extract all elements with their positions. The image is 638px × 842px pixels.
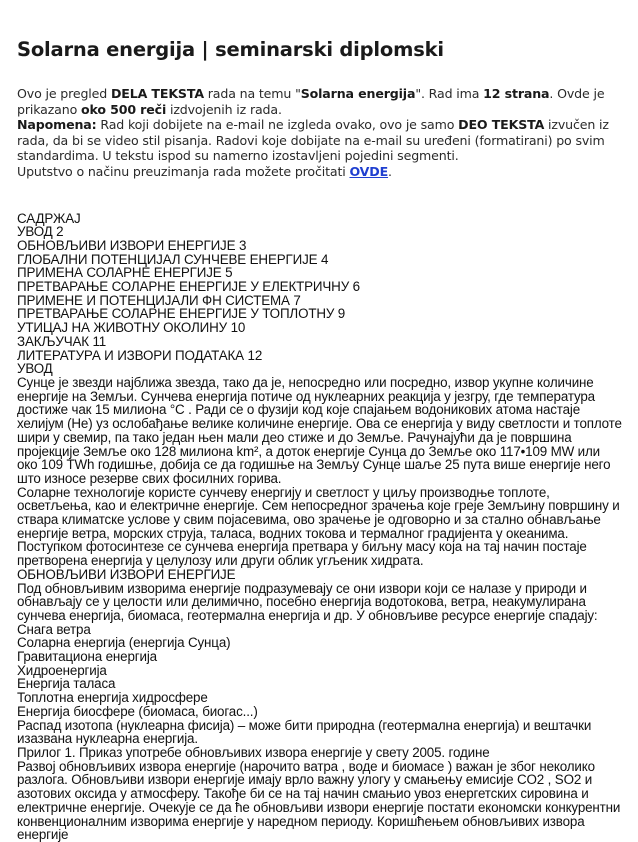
list-item: Снага ветра bbox=[17, 621, 91, 637]
list-item: Хидроенергија bbox=[17, 662, 107, 678]
note-label: Napomena: bbox=[17, 117, 97, 133]
intro-emphasis: DELA TEKSTA bbox=[110, 86, 204, 101]
intro-instructions bbox=[17, 164, 623, 180]
instructions-text: Uputstvo o načinu preuzimanja rada možete pročitati bbox=[17, 163, 350, 179]
document-body bbox=[17, 212, 623, 842]
page-title: Solarna energija | seminarski diplomski bbox=[17, 38, 444, 61]
toc-entry: ЛИТЕРАТУРА И ИЗВОРИ ПОДАТАКА 12 bbox=[17, 347, 263, 363]
toc-entry: ПРЕТВАРАЊЕ СОЛАРНЕ ЕНЕРГИЈЕ У ТОПЛОТНУ 9 bbox=[17, 306, 346, 322]
intro-text: ". Rad ima bbox=[415, 86, 484, 101]
intro-text: Ovo je pregled bbox=[17, 86, 111, 101]
intro-text: . Ovde je prikazano bbox=[17, 86, 605, 117]
list-item: Енергија биосфере (биомаса, биогас...) bbox=[17, 703, 258, 719]
paragraph: Под обновљивим изворима енергије подразумевају се они извори који се налазе у природи и обнављају се у целости или делимично, посебно енергија водотокова, ветра, неакумулирана сунчева енергија, биомаса, геотермална енергија и др. У обновљиве ресурсе енергије спадају: bbox=[17, 580, 598, 623]
list-item: Распад изотопа (нуклеарна фисија) – може бити природна (геотермална енергија) и вештачки изазвана нуклеарна енергија. bbox=[17, 717, 592, 747]
list-item: Гравитациона енергија bbox=[17, 649, 157, 665]
figure-caption: Прилог 1. Приказ употребе обновљивих извора енергије у свету 2005. године bbox=[17, 744, 490, 760]
list-item: Топлотна енергија хидросфере bbox=[17, 690, 208, 706]
section-heading: ОБНОВЉИВИ ИЗВОРИ ЕНЕРГИЈЕ bbox=[17, 566, 236, 582]
toc-entry: ПРЕТВАРАЊЕ СОЛАРНЕ ЕНЕРГИЈЕ У ЕЛЕКТРИЧНУ 6 bbox=[17, 279, 360, 295]
paragraph: Соларне технологије користе сунчеву енергију и светлост у циљу производње топлоте, осветљења, као и електричне енергије. Сем непосредног зрачења које греје Земљину површину и ствара климатске услове у свим појасевима, ово зрачење је одговорно и за стално обнављање енергије ветра, морских струја, таласа, водних токова и термалног градијента у океанима. Поступком фотосинтезе се сунчева енергија претвара у биљну масу која на тај начин постаје претворена енергија у целулозу или други облик угљеник хидрата. bbox=[17, 484, 620, 569]
paragraph: Сунце је звезди најближа звезда, тако да је, непосредно или посредно, извор укупне количине енергије на Земљи. Сунчева енергија потиче од нуклеарних реакција у језгру, где температура достиже чак 15 милиона °C . Ради се о фузији код које спајањем водоникових атома настаје хелијум (Не) уз ослобађање велике количине енергије. Ова се енергија у виду светлости и топлоте шири у свемир, па тако један њен мали део стиже и до Земље. Рачунајући да је површина пројекције Земље око 128 милиона km², а доток енергије Сунца до Земље око 117•109 MW или око 109 TWh годишње, добија се да годишње на Земљу Сунце шаље 25 пута више енергије него што износе резерве свих фосилних горива. bbox=[17, 375, 622, 486]
toc-entry: ПРИМЕНА СОЛАРНЕ ЕНЕРГИЈЕ 5 bbox=[17, 265, 233, 281]
intro-block bbox=[17, 86, 623, 180]
section-heading: УВОД bbox=[17, 361, 53, 377]
toc-entry: УТИЦАЈ НА ЖИВОТНУ ОКОЛИНУ 10 bbox=[17, 320, 246, 336]
intro-topic: Solarna energija bbox=[300, 86, 416, 101]
toc-entry: ПРИМЕНЕ И ПОТЕНЦИЈАЛИ ФН СИСТЕМА 7 bbox=[17, 292, 301, 308]
instructions-period: . bbox=[388, 163, 392, 179]
note-emphasis: DEO TEKSTA bbox=[458, 117, 545, 133]
toc-entry: УВОД 2 bbox=[17, 224, 64, 240]
intro-text: izdvojenih iz rada. bbox=[166, 101, 282, 117]
list-item: Енергија таласа bbox=[17, 676, 116, 692]
toc-entry: ГЛОБАЛНИ ПОТЕНЦИЈАЛ СУНЧЕВЕ ЕНЕРГИЈЕ 4 bbox=[17, 251, 329, 267]
paragraph: Развој обновљивих извора енергије (нарочито ватра , воде и биомасе ) важан је због неколико разлога. Обновљиви извори енергије имају врло важну улогу у смањењу емисије CO2 , SO2 и азотових оксида у атмосферу. Такође би се на тај начин смањио увоз енергетских сировина и електричне енергије. Очекује се да ће обновљиви извори енергије постати економски конкурентни конвенционалним изворима енергије у наредном периоду. Коришћењем обновљивих извора енергије bbox=[17, 758, 621, 842]
note-text: Rad koji dobijete na e-mail ne izgleda ovako, ovo je samo bbox=[96, 117, 459, 133]
document-page bbox=[17, 38, 623, 842]
intro-summary bbox=[17, 86, 623, 117]
intro-page-count: 12 strana bbox=[483, 86, 550, 101]
toc-entry: ОБНОВЉИВИ ИЗВОРИ ЕНЕРГИЈЕ 3 bbox=[17, 237, 247, 253]
list-item: Соларна енергија (енергија Сунца) bbox=[17, 635, 231, 651]
download-instructions-link[interactable]: OVDE bbox=[349, 163, 389, 179]
intro-note bbox=[17, 117, 623, 164]
toc-entry: ЗАКЉУЧАК 11 bbox=[17, 333, 107, 349]
note-text: izvučen iz rada, da bi se video stil pisanja. Radovi koje dobijate na e-mail su uređeni (formatirani) po svim standardima. U tekstu ispod su namerno izostavljeni pojedini segmenti. bbox=[17, 117, 609, 164]
intro-word-count: oko 500 reči bbox=[80, 101, 167, 117]
toc-heading: САДРЖАЈ bbox=[17, 210, 81, 226]
intro-text: rada na temu " bbox=[203, 86, 301, 101]
